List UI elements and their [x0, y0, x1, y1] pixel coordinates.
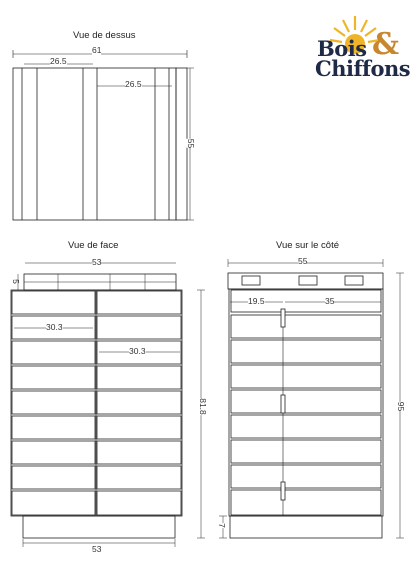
top-panel-right-label: 26.5	[125, 79, 142, 89]
side-view-title: Vue sur le côté	[276, 240, 340, 251]
front-drawer-left-label: 30.3	[46, 322, 63, 332]
front-height-label: 81.8	[197, 398, 208, 415]
logo-line2: Chiffons	[315, 56, 411, 81]
side-offset-a-label: 19.5	[248, 296, 265, 306]
front-base-width-label: 53	[92, 544, 102, 554]
side-total-height-label: 95	[396, 401, 407, 412]
front-view-title: Vue de face	[68, 240, 119, 251]
side-base-height-label: 7	[216, 523, 227, 528]
top-depth-label: 55	[186, 138, 197, 149]
front-drawer-right-label: 30.3	[129, 346, 146, 356]
logo-line1: Bois	[317, 36, 367, 61]
logo-ampersand: &	[372, 27, 400, 62]
top-view-title: Vue de dessus	[73, 30, 136, 41]
side-width-label: 55	[298, 256, 308, 266]
front-view-drawing	[11, 263, 208, 547]
top-view-drawing	[13, 50, 197, 220]
side-offset-b-label: 35	[325, 296, 335, 306]
side-view-drawing	[216, 256, 407, 538]
top-panel-left-label: 26.5	[50, 56, 67, 66]
front-top-thickness-label: 5	[10, 279, 21, 284]
front-top-width-label: 53	[92, 257, 102, 267]
top-width-label: 61	[92, 45, 102, 55]
